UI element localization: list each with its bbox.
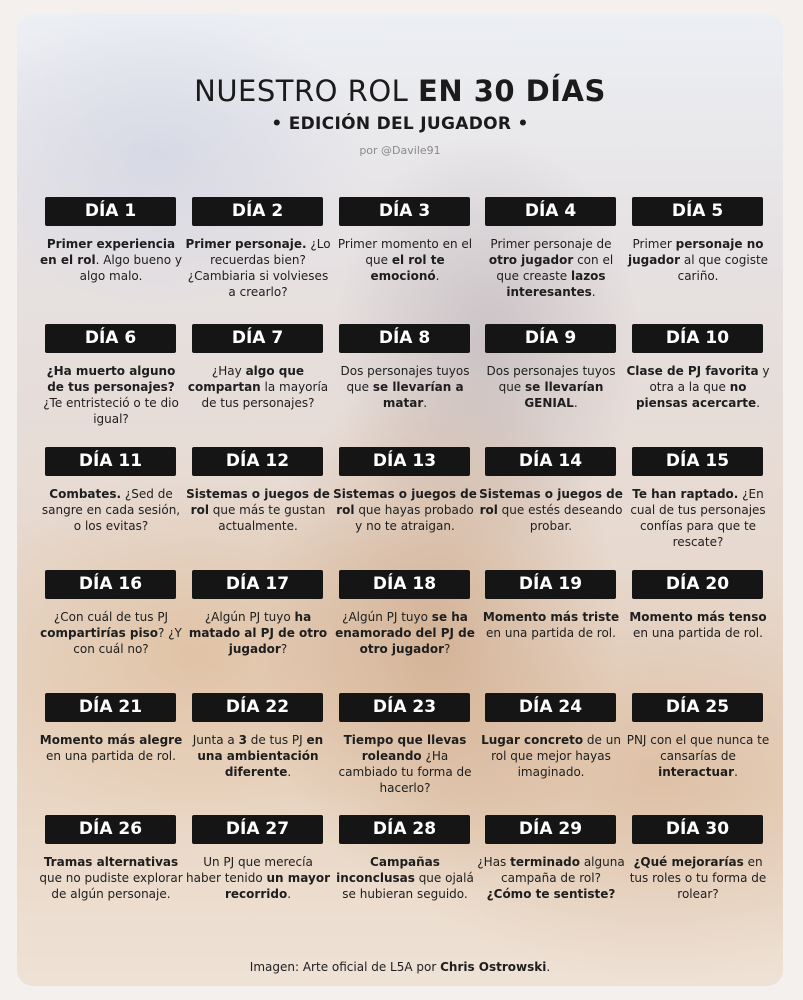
prompt-text: ? ¿Y con cuál no? [73, 626, 182, 656]
prompt-emphasis: Lugar concreto [481, 733, 584, 747]
prompt-emphasis: Momento más tenso [629, 610, 767, 624]
day-prompt [331, 609, 479, 657]
day-badge: DÍA 12 [192, 447, 323, 476]
page-title [17, 74, 783, 108]
day-5-cell [624, 197, 772, 284]
prompt-emphasis: Sistemas o juegos de rol [479, 487, 623, 517]
day-badge: DÍA 18 [339, 570, 470, 599]
day-prompt [331, 363, 479, 411]
day-badge: DÍA 3 [339, 197, 470, 226]
day-25-cell [624, 693, 772, 780]
prompt-text: ¿Hay [211, 364, 246, 378]
day-badge: DÍA 4 [485, 197, 616, 226]
prompt-text: ¿Has [477, 855, 511, 869]
prompt-text: PNJ con el que nunca te cansarías de [626, 733, 770, 763]
day-10-cell [624, 324, 772, 411]
prompt-text: y otra a la que [649, 364, 770, 394]
day-badge: DÍA 19 [485, 570, 616, 599]
day-prompt [331, 732, 479, 796]
prompt-text: Primer personaje de [490, 237, 612, 251]
day-badge: DÍA 10 [632, 324, 763, 353]
prompt-text: ¿Te entristeció o te dio igual? [43, 396, 179, 426]
day-badge: DÍA 1 [45, 197, 176, 226]
day-29-cell [477, 815, 625, 902]
credit-suffix: . [546, 960, 551, 974]
prompt-emphasis: otro jugador [488, 253, 574, 267]
prompt-text: de tus PJ [246, 733, 307, 747]
image-credit [17, 960, 783, 974]
prompt-emphasis: Momento más alegre [39, 733, 183, 747]
calendar-card [17, 14, 783, 986]
day-badge: DÍA 15 [632, 447, 763, 476]
day-prompt [624, 236, 772, 284]
day-badge: DÍA 27 [192, 815, 323, 844]
prompt-text: Dos personajes tuyos que [340, 364, 470, 394]
prompt-text: ¿Sed de sangre en cada sesión, o los evitas? [41, 487, 181, 533]
prompt-text: que no pudiste explorar de algún personaje. [39, 871, 183, 901]
day-prompt [624, 609, 772, 641]
prompt-text: ¿Lo recuerdas bien? ¿Cambiaria si volvieses a crearlo? [187, 237, 331, 299]
day-9-cell [477, 324, 625, 411]
prompt-text: Primer momento en el que [337, 237, 473, 267]
prompt-emphasis: lazos interesantes [506, 269, 606, 299]
prompt-text: . [423, 396, 428, 410]
prompt-text: que más te gustan actualmente. [208, 503, 326, 533]
prompt-text: que estés deseando probar. [497, 503, 623, 533]
prompt-emphasis: 3 [238, 733, 247, 747]
day-24-cell [477, 693, 625, 780]
day-prompt [37, 732, 185, 764]
day-12-cell [184, 447, 332, 534]
prompt-emphasis: ¿Qué mejorarías [633, 855, 744, 869]
prompt-text: ? [444, 642, 451, 656]
prompt-text: ¿Algún PJ tuyo [342, 610, 432, 624]
day-prompt [477, 486, 625, 534]
prompt-text: . [435, 269, 440, 283]
prompt-emphasis: ha matado al PJ de otro jugador [188, 610, 328, 656]
day-prompt [184, 609, 332, 657]
prompt-text: la mayoría de tus personajes? [201, 380, 329, 410]
day-prompt [624, 486, 772, 550]
prompt-text: en una partida de rol. [46, 749, 176, 763]
day-prompt [477, 854, 625, 902]
prompt-emphasis: se llevarían GENIAL [524, 380, 604, 410]
prompt-text: . Algo bueno y algo malo. [79, 253, 182, 283]
day-badge: DÍA 23 [339, 693, 470, 722]
day-badge: DÍA 21 [45, 693, 176, 722]
prompt-text: en tus roles o tu forma de rolear? [629, 855, 767, 901]
day-13-cell [331, 447, 479, 534]
day-prompt [331, 486, 479, 534]
day-27-cell [184, 815, 332, 902]
prompt-text: alguna campaña de rol? [501, 855, 625, 885]
prompt-emphasis: Campañas inconclusas [336, 855, 440, 885]
day-badge: DÍA 6 [45, 324, 176, 353]
prompt-emphasis: Sistemas o juegos de rol [186, 487, 330, 517]
day-badge: DÍA 26 [45, 815, 176, 844]
prompt-emphasis: algo que compartan [187, 364, 305, 394]
prompt-emphasis: Te han raptado. [632, 487, 739, 501]
day-prompt [37, 486, 185, 534]
day-badge: DÍA 20 [632, 570, 763, 599]
day-21-cell [37, 693, 185, 764]
prompt-emphasis: un mayor recorrido [224, 871, 330, 901]
day-prompt [184, 854, 332, 902]
prompt-text: con el que creaste [496, 253, 614, 283]
day-badge: DÍA 13 [339, 447, 470, 476]
day-prompt [477, 609, 625, 641]
prompt-text: ¿Con cuál de tus PJ [53, 610, 169, 624]
day-15-cell [624, 447, 772, 550]
day-badge: DÍA 24 [485, 693, 616, 722]
prompt-emphasis: se llevarían a matar [372, 380, 464, 410]
prompt-text: ¿Ha cambiado tu forma de hacerlo? [338, 749, 472, 795]
prompt-emphasis: Sistemas o juegos de rol [333, 487, 477, 517]
day-prompt [331, 236, 479, 284]
prompt-emphasis: interactuar [658, 765, 735, 779]
day-badge: DÍA 14 [485, 447, 616, 476]
day-badge: DÍA 17 [192, 570, 323, 599]
day-14-cell [477, 447, 625, 534]
day-prompt [477, 236, 625, 300]
prompt-emphasis: Primer personaje. [185, 237, 307, 251]
prompt-text: ¿Algún PJ tuyo [204, 610, 295, 624]
day-prompt [624, 854, 772, 902]
day-badge: DÍA 16 [45, 570, 176, 599]
day-26-cell [37, 815, 185, 902]
day-23-cell [331, 693, 479, 796]
prompt-emphasis: ¿Ha muerto alguno de tus personajes? [46, 364, 176, 394]
day-prompt [37, 854, 185, 902]
prompt-text: . [287, 765, 292, 779]
day-badge: DÍA 8 [339, 324, 470, 353]
title-light: NUESTRO ROL [194, 74, 409, 108]
day-prompt [184, 236, 332, 300]
day-28-cell [331, 815, 479, 902]
prompt-text: . [734, 765, 738, 779]
prompt-text: Dos personajes tuyos que [486, 364, 616, 394]
day-badge: DÍA 2 [192, 197, 323, 226]
day-8-cell [331, 324, 479, 411]
day-badge: DÍA 25 [632, 693, 763, 722]
prompt-text: que hayas probado y no te atraigan. [354, 503, 474, 533]
day-2-cell [184, 197, 332, 300]
day-badge: DÍA 7 [192, 324, 323, 353]
day-badge: DÍA 22 [192, 693, 323, 722]
prompt-text: en una partida de rol. [486, 626, 616, 640]
prompt-text: Un PJ que merecía haber tenido [186, 855, 313, 885]
day-prompt [37, 363, 185, 427]
day-prompt [184, 486, 332, 534]
prompt-emphasis: Momento más triste [482, 610, 620, 624]
day-prompt [184, 732, 332, 780]
prompt-text: en una partida de rol. [633, 626, 763, 640]
day-30-cell [624, 815, 772, 902]
credit-artist: Chris Ostrowski [440, 960, 547, 974]
day-prompt [624, 732, 772, 780]
prompt-emphasis: Combates. [49, 487, 122, 501]
day-prompt [37, 609, 185, 657]
day-badge: DÍA 9 [485, 324, 616, 353]
prompt-text: . [591, 285, 596, 299]
prompt-emphasis: se ha enamorado del PJ de otro jugador [335, 610, 475, 656]
day-3-cell [331, 197, 479, 284]
prompt-emphasis: personaje no jugador [627, 237, 764, 267]
day-1-cell [37, 197, 185, 284]
day-prompt [331, 854, 479, 902]
day-20-cell [624, 570, 772, 641]
day-prompt [477, 732, 625, 780]
day-17-cell [184, 570, 332, 657]
day-19-cell [477, 570, 625, 641]
day-badge: DÍA 28 [339, 815, 470, 844]
prompt-emphasis: compartirías piso [40, 626, 158, 640]
credit-prefix: Imagen: Arte oficial de L5A por [249, 960, 441, 974]
prompt-text: Junta a [192, 733, 239, 747]
prompt-emphasis: el rol te emocionó [370, 253, 445, 283]
day-badge: DÍA 11 [45, 447, 176, 476]
title-bold: EN 30 DÍAS [418, 74, 606, 108]
day-prompt [624, 363, 772, 411]
prompt-emphasis: Primer experiencia en el rol [40, 237, 176, 267]
prompt-text: que ojalá se hubieran seguido. [342, 871, 474, 901]
prompt-text: Primer [632, 237, 676, 251]
day-16-cell [37, 570, 185, 657]
day-prompt [184, 363, 332, 411]
prompt-emphasis: Clase de PJ favorita [626, 364, 759, 378]
day-18-cell [331, 570, 479, 657]
prompt-emphasis: Tramas alternativas [43, 855, 179, 869]
prompt-text: . [573, 396, 578, 410]
day-prompt [37, 236, 185, 284]
day-11-cell [37, 447, 185, 534]
day-7-cell [184, 324, 332, 411]
author-byline: por @Davile91 [359, 144, 441, 157]
prompt-text: ¿En cual de tus personajes confías para que te rescate? [630, 487, 766, 549]
prompt-text: . [287, 887, 292, 901]
prompt-text: . [756, 396, 761, 410]
day-badge: DÍA 29 [485, 815, 616, 844]
prompt-emphasis: terminado [510, 855, 580, 869]
prompt-text: de un rol que mejor hayas imaginado. [491, 733, 621, 779]
day-badge: DÍA 5 [632, 197, 763, 226]
prompt-text: al que cogiste cariño. [677, 253, 769, 283]
prompt-emphasis: ¿Cómo te sentiste? [486, 887, 616, 901]
day-22-cell [184, 693, 332, 780]
prompt-emphasis: en una ambientación diferente [197, 733, 324, 779]
prompt-text: ? [280, 642, 288, 656]
day-4-cell [477, 197, 625, 300]
day-6-cell [37, 324, 185, 427]
prompt-emphasis: Tiempo que llevas roleando [343, 733, 467, 763]
page-subtitle: • EDICIÓN DEL JUGADOR • [271, 114, 529, 134]
day-prompt [477, 363, 625, 411]
day-badge: DÍA 30 [632, 815, 763, 844]
prompt-emphasis: no piensas acercarte [635, 380, 757, 410]
